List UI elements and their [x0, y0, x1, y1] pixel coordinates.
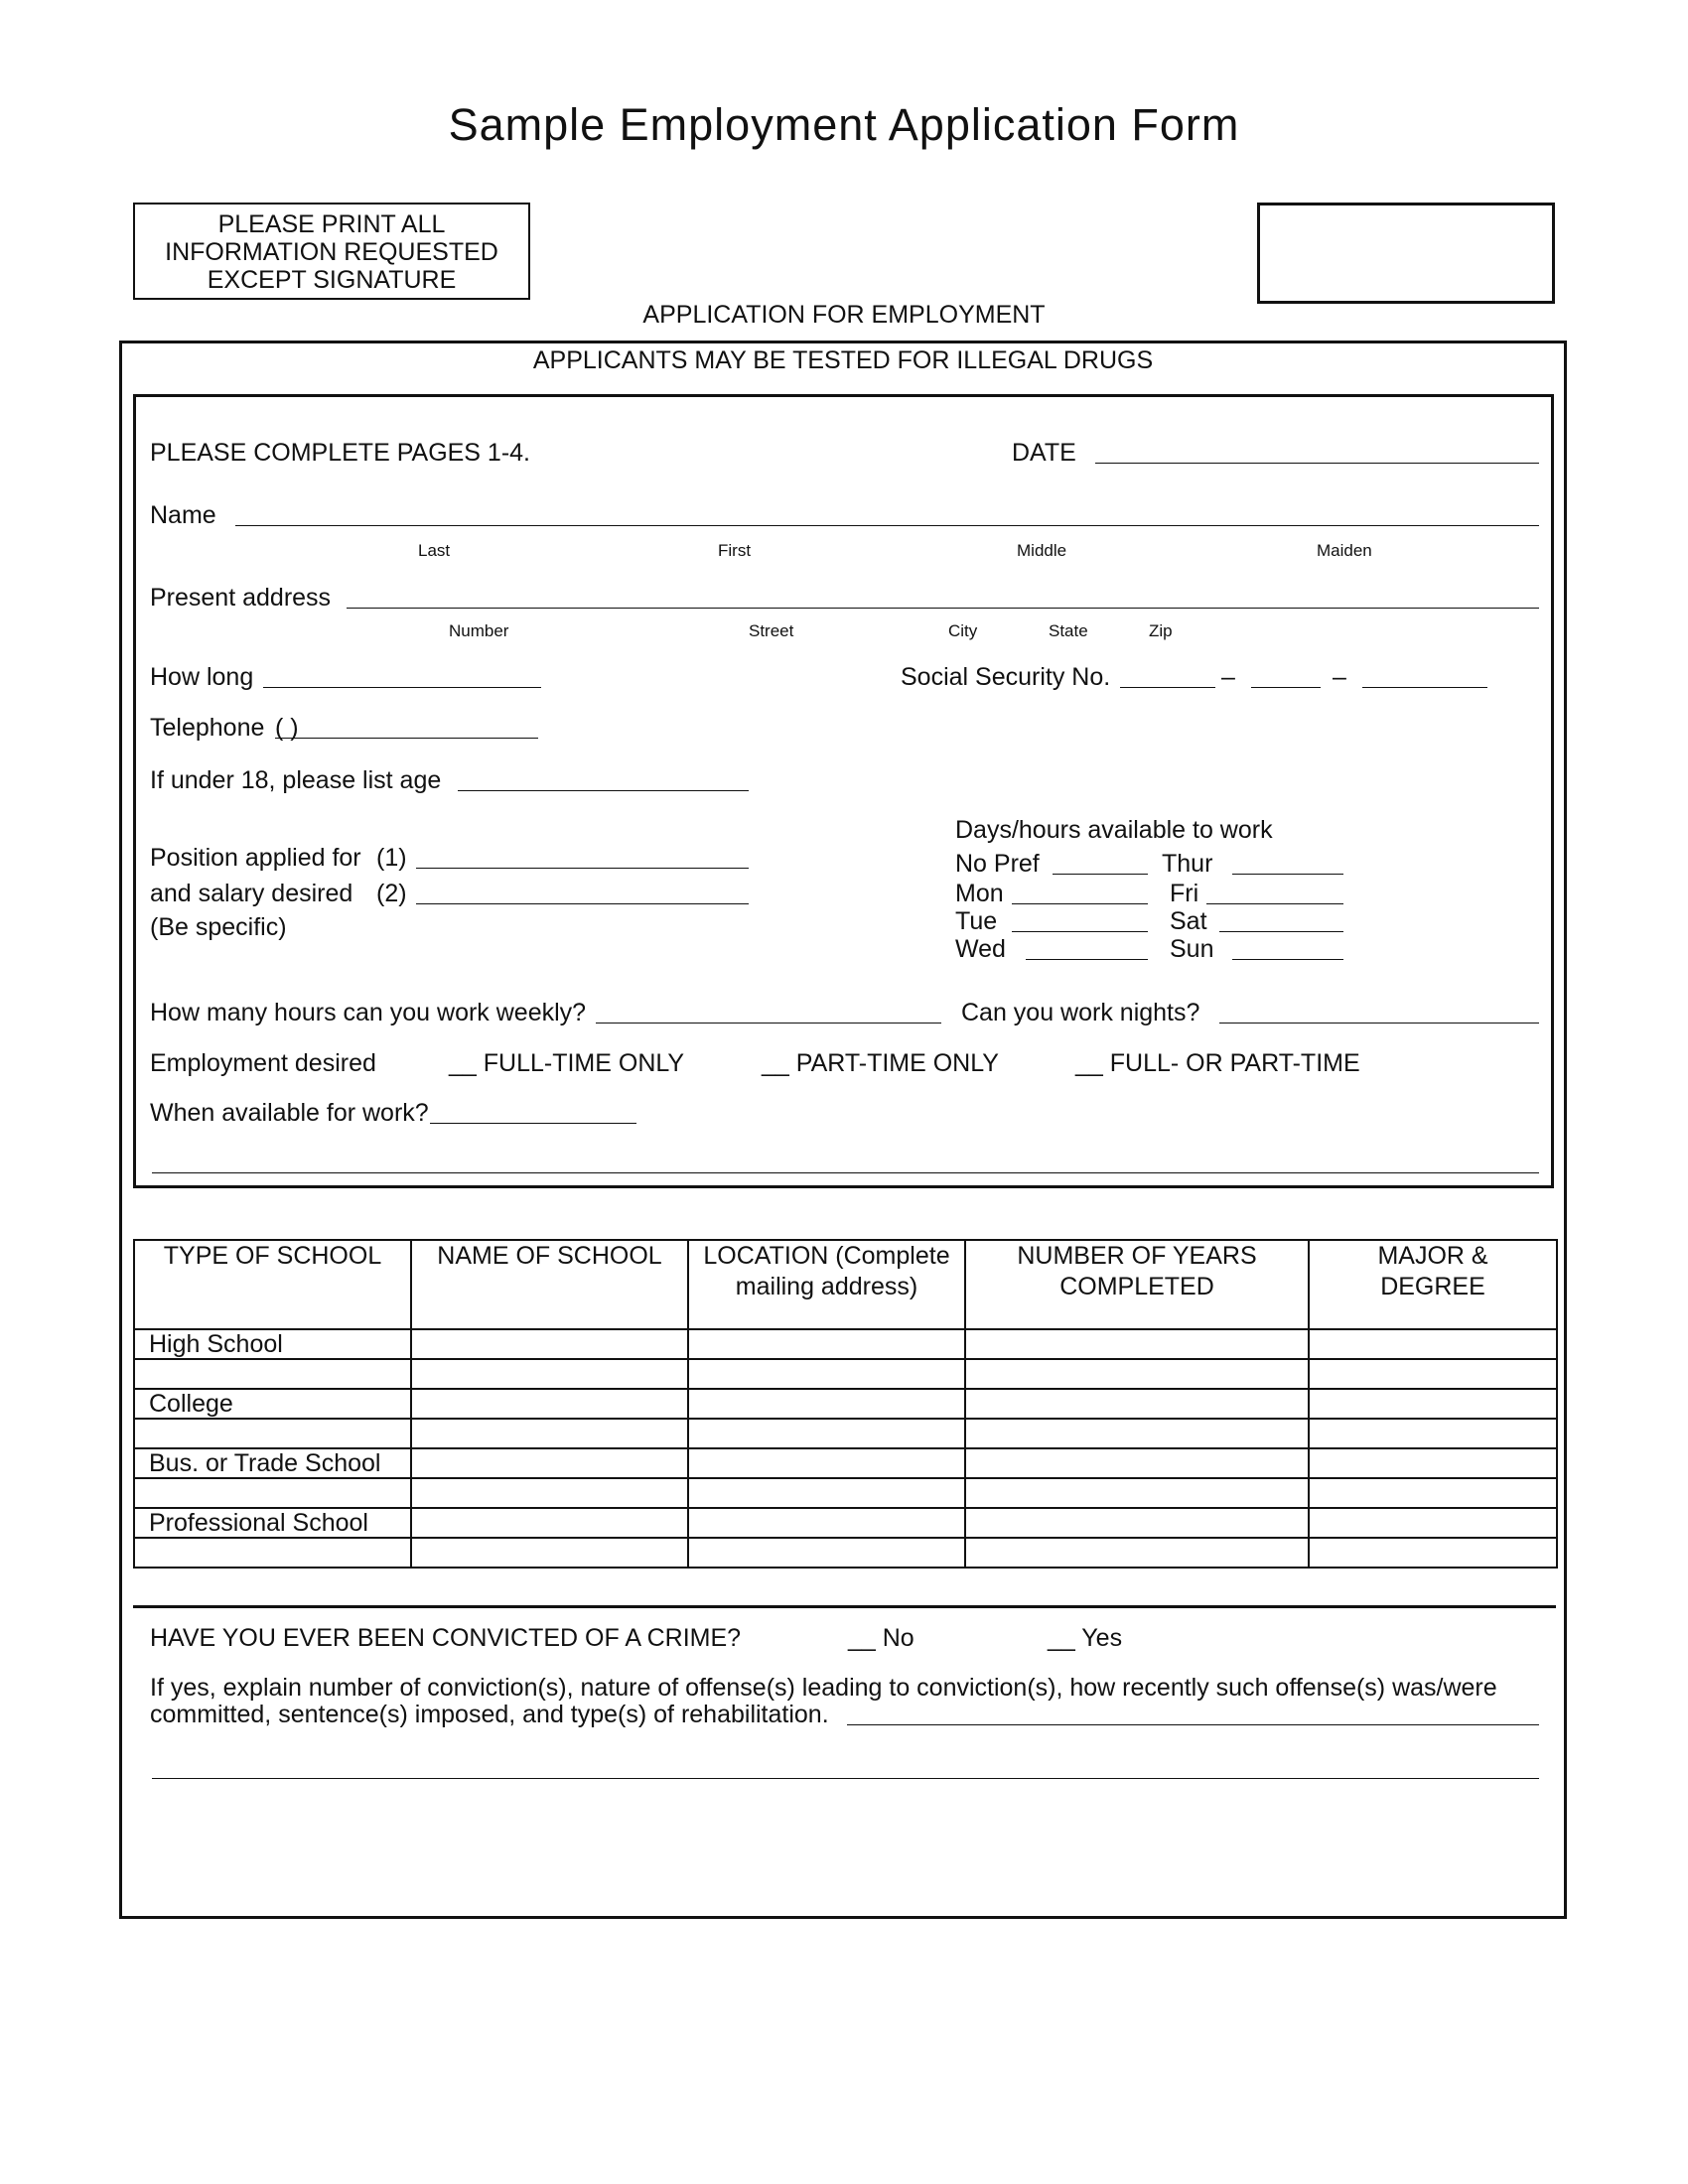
crime-option-yes[interactable]: __ Yes: [1048, 1624, 1123, 1652]
table-cell[interactable]: [688, 1329, 965, 1359]
drug-test-notice: APPLICANTS MAY BE TESTED FOR ILLEGAL DRUGS: [532, 346, 1154, 374]
education-table: [133, 1239, 1558, 1569]
day-field-no-pref[interactable]: [1053, 874, 1148, 875]
table-cell[interactable]: [965, 1538, 1309, 1568]
school-type-cell: Bus. or Trade School: [134, 1448, 411, 1478]
under-18-label: If under 18, please list age: [150, 766, 442, 794]
option-full-time[interactable]: __ FULL-TIME ONLY: [449, 1049, 685, 1077]
day-field-thur[interactable]: [1232, 874, 1343, 875]
table-cell[interactable]: [1309, 1478, 1557, 1508]
table-cell[interactable]: [1309, 1419, 1557, 1448]
page-title: Sample Employment Application Form: [448, 99, 1240, 150]
position-number-2: (2): [376, 880, 407, 907]
table-row: [134, 1389, 1557, 1419]
table-row: [134, 1359, 1557, 1389]
section-divider: [133, 1605, 1556, 1608]
table-cell[interactable]: [688, 1538, 965, 1568]
day-field-tue[interactable]: [1012, 931, 1148, 932]
crime-question: HAVE YOU EVER BEEN CONVICTED OF A CRIME?: [150, 1624, 742, 1652]
table-cell[interactable]: [1309, 1508, 1557, 1538]
ssn-field-part3[interactable]: [1362, 687, 1487, 688]
table-cell[interactable]: [411, 1538, 688, 1568]
day-label-tue: Tue: [955, 907, 998, 935]
day-label-thur: Thur: [1162, 850, 1213, 878]
table-cell[interactable]: [411, 1448, 688, 1478]
option-part-time[interactable]: __ PART-TIME ONLY: [762, 1049, 999, 1077]
column-header-major-degree: MAJOR & DEGREE: [1309, 1240, 1557, 1329]
name-field[interactable]: [235, 525, 1539, 526]
nights-field[interactable]: [1219, 1023, 1539, 1024]
table-cell[interactable]: [965, 1359, 1309, 1389]
name-label: Name: [150, 501, 216, 529]
nights-label: Can you work nights?: [961, 999, 1200, 1026]
table-cell[interactable]: [411, 1478, 688, 1508]
application-heading: APPLICATION FOR EMPLOYMENT: [642, 301, 1046, 329]
table-cell[interactable]: [1309, 1538, 1557, 1568]
address-sublabel-state: State: [1049, 621, 1088, 640]
crime-explain-text: committed, sentence(s) imposed, and type(s) of rehabilitation.: [150, 1701, 829, 1728]
ssn-label: Social Security No.: [901, 663, 1111, 691]
position-field-2[interactable]: [416, 903, 749, 904]
crime-option-no[interactable]: __ No: [848, 1624, 914, 1652]
table-cell[interactable]: [965, 1419, 1309, 1448]
table-cell[interactable]: [688, 1419, 965, 1448]
day-label-sun: Sun: [1170, 935, 1214, 963]
date-label: DATE: [1012, 439, 1076, 467]
day-field-sun[interactable]: [1232, 959, 1343, 960]
school-type-cell: Professional School: [134, 1508, 411, 1538]
table-cell[interactable]: [688, 1478, 965, 1508]
table-cell[interactable]: [411, 1508, 688, 1538]
table-header-row: [134, 1240, 1557, 1329]
table-cell[interactable]: [688, 1448, 965, 1478]
ssn-field-part1[interactable]: [1120, 687, 1215, 688]
print-instructions-box: [133, 203, 530, 300]
column-header-type-of-school: TYPE OF SCHOOL: [134, 1240, 411, 1329]
table-cell[interactable]: [411, 1419, 688, 1448]
table-cell[interactable]: [688, 1359, 965, 1389]
when-available-field[interactable]: [430, 1123, 636, 1124]
day-label-no-pref: No Pref: [955, 850, 1040, 878]
ssn-dash: –: [1333, 663, 1346, 691]
day-label-mon: Mon: [955, 880, 1004, 907]
column-header-years-completed: NUMBER OF YEARS COMPLETED: [965, 1240, 1309, 1329]
name-sublabel-last: Last: [418, 541, 451, 560]
notice-line: INFORMATION REQUESTED: [165, 238, 498, 266]
day-field-fri[interactable]: [1206, 903, 1343, 904]
position-field-1[interactable]: [416, 868, 749, 869]
date-field[interactable]: [1095, 463, 1539, 464]
school-type-cell: College: [134, 1389, 411, 1419]
name-sublabel-middle: Middle: [1017, 541, 1067, 560]
table-row: [134, 1538, 1557, 1568]
table-row: [134, 1419, 1557, 1448]
address-field[interactable]: [347, 608, 1539, 609]
school-type-cell: [134, 1538, 411, 1568]
notice-line: EXCEPT SIGNATURE: [207, 266, 457, 294]
how-long-field[interactable]: [263, 687, 541, 688]
additional-notes-line[interactable]: [152, 1172, 1539, 1173]
address-sublabel-city: City: [948, 621, 978, 640]
complete-pages-instruction: PLEASE COMPLETE PAGES 1-4.: [150, 439, 531, 467]
age-field[interactable]: [458, 790, 749, 791]
table-cell[interactable]: [688, 1389, 965, 1419]
days-hours-heading: Days/hours available to work: [955, 816, 1273, 844]
day-label-wed: Wed: [955, 935, 1006, 963]
telephone-label: Telephone: [150, 714, 265, 742]
table-cell[interactable]: [1309, 1359, 1557, 1389]
day-field-sat[interactable]: [1219, 931, 1343, 932]
day-field-mon[interactable]: [1012, 903, 1148, 904]
table-row: [134, 1508, 1557, 1538]
table-cell[interactable]: [411, 1389, 688, 1419]
salary-label: and salary desired: [150, 880, 353, 907]
day-label-fri: Fri: [1170, 880, 1199, 907]
day-label-sat: Sat: [1170, 907, 1207, 935]
table-cell[interactable]: [965, 1448, 1309, 1478]
option-full-or-part-time[interactable]: __ FULL- OR PART-TIME: [1075, 1049, 1360, 1077]
column-header-location: LOCATION (Complete mailing address): [688, 1240, 965, 1329]
name-sublabel-first: First: [718, 541, 752, 560]
table-cell[interactable]: [965, 1478, 1309, 1508]
table-cell[interactable]: [688, 1508, 965, 1538]
school-type-cell: [134, 1478, 411, 1508]
table-cell[interactable]: [411, 1359, 688, 1389]
day-field-wed[interactable]: [1026, 959, 1148, 960]
table-row: [134, 1448, 1557, 1478]
office-use-box: [1257, 203, 1555, 304]
table-cell[interactable]: [965, 1389, 1309, 1419]
crime-explanation-field[interactable]: [847, 1724, 1539, 1725]
address-label: Present address: [150, 584, 332, 612]
table-cell[interactable]: [1309, 1448, 1557, 1478]
position-label: Position applied for: [150, 844, 361, 872]
table-row: [134, 1329, 1557, 1359]
notice-line: PLEASE PRINT ALL: [217, 210, 446, 238]
table-row: [134, 1478, 1557, 1508]
address-sublabel-number: Number: [449, 621, 509, 640]
telephone-field[interactable]: [275, 738, 538, 739]
table-cell[interactable]: [1309, 1389, 1557, 1419]
school-type-cell: [134, 1359, 411, 1389]
be-specific-note: (Be specific): [150, 913, 287, 941]
school-type-cell: High School: [134, 1329, 411, 1359]
how-long-label: How long: [150, 663, 254, 691]
address-sublabel-street: Street: [749, 621, 794, 640]
crime-explanation-field-2[interactable]: [152, 1778, 1539, 1779]
ssn-dash: –: [1221, 663, 1235, 691]
hours-weekly-field[interactable]: [596, 1023, 941, 1024]
table-cell[interactable]: [1309, 1329, 1557, 1359]
telephone-area-code[interactable]: ( ): [275, 714, 299, 742]
table-cell[interactable]: [965, 1329, 1309, 1359]
ssn-field-part2[interactable]: [1251, 687, 1321, 688]
name-sublabel-maiden: Maiden: [1317, 541, 1372, 560]
address-sublabel-zip: Zip: [1149, 621, 1173, 640]
table-cell[interactable]: [965, 1508, 1309, 1538]
hours-weekly-label: How many hours can you work weekly?: [150, 999, 587, 1026]
when-available-label: When available for work?: [150, 1099, 429, 1127]
crime-explain-text: If yes, explain number of conviction(s), nature of offense(s) leading to conviction(s), how recently such offense(s) was/were: [150, 1674, 1497, 1702]
employment-desired-label: Employment desired: [150, 1049, 376, 1077]
table-cell[interactable]: [411, 1329, 688, 1359]
school-type-cell: [134, 1419, 411, 1448]
column-header-name-of-school: NAME OF SCHOOL: [411, 1240, 688, 1329]
position-number-1: (1): [376, 844, 407, 872]
